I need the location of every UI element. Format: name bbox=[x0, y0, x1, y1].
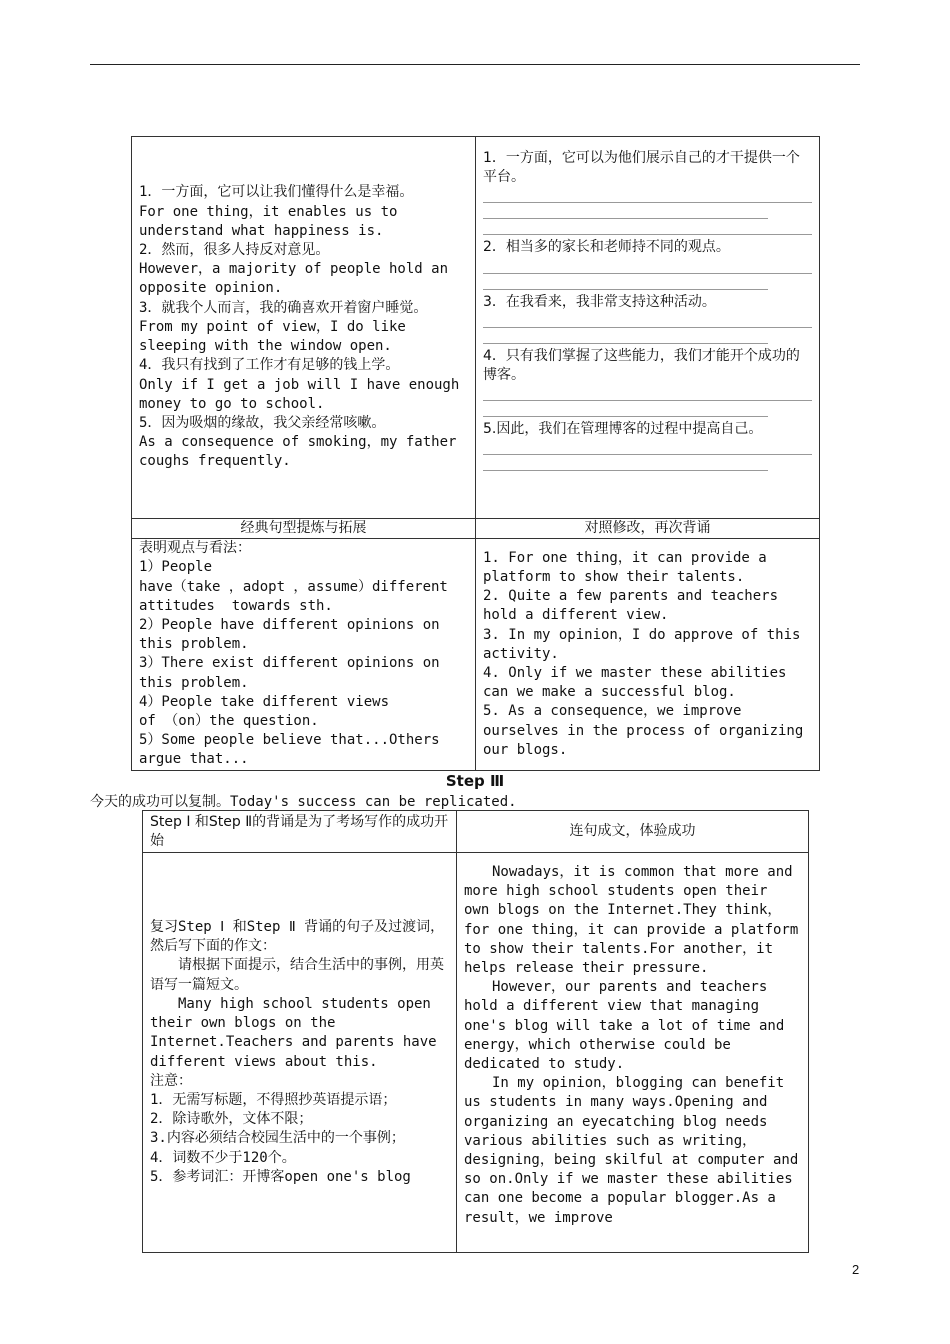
header-recitation-text: Step Ⅰ 和Step Ⅱ的背诵是为了考场写作的成功开始 bbox=[150, 813, 449, 849]
opinion-pattern-line: this problem. bbox=[139, 636, 249, 653]
translation-exercise bbox=[483, 149, 812, 471]
header-connect-sentences bbox=[457, 811, 809, 853]
translation-prompt: 4．只有我们掌握了这些能力，我们才能开个成功的博客。 bbox=[483, 347, 800, 384]
answer-blank-line[interactable] bbox=[483, 388, 812, 401]
header-compare-revise: 对照修改，再次背诵 bbox=[476, 519, 820, 539]
example-sentence-line: For one thing，it enables us to bbox=[139, 203, 398, 220]
writing-task-line: 5．参考词汇：开博客open one's blog bbox=[150, 1168, 411, 1185]
essay-paragraph: In my opinion，blogging can benefit us students in many ways.Opening and organizing an eyecatching blog needs various abilities such as writing，designing，being skilful at computer and so on.Only if we master these abilities can one become a popular blogger.As a result，we improve bbox=[464, 1075, 807, 1226]
writing-task-cell bbox=[143, 853, 457, 1253]
opinion-pattern-line: argue that... bbox=[139, 751, 249, 768]
example-sentence-line: 5．因为吸烟的缘故，我父亲经常咳嗽。 bbox=[139, 414, 386, 431]
example-sentence-line: sleeping with the window open. bbox=[139, 338, 392, 355]
example-sentences bbox=[139, 183, 468, 471]
answer-blank-line[interactable] bbox=[483, 206, 768, 219]
answer-blank-line[interactable] bbox=[483, 458, 768, 471]
header-classic-patterns: 经典句型提炼与拓展 bbox=[132, 519, 476, 539]
writing-task-line: 注意： bbox=[150, 1072, 192, 1089]
answer-line: activity. bbox=[483, 645, 559, 662]
answer-blank-line[interactable] bbox=[483, 404, 768, 417]
page-number: 2 bbox=[852, 1262, 860, 1277]
answer-line: platform to show their talents. bbox=[483, 569, 745, 585]
model-essay bbox=[464, 863, 807, 1228]
example-sentence-line: 4．我只有找到了工作才有足够的钱上学。 bbox=[139, 357, 400, 374]
example-sentence-line: coughs frequently. bbox=[139, 453, 291, 470]
writing-task-line: 复习Step Ⅰ 和Step Ⅱ 背诵的句子及过渡词，然后写下面的作文： bbox=[150, 919, 445, 955]
model-essay-cell bbox=[457, 853, 809, 1253]
sentence-table bbox=[131, 136, 820, 771]
writing-task-line: 1．无需写标题，不得照抄英语提示语； bbox=[150, 1091, 397, 1108]
writing-task-line: 3.内容必须结合校园生活中的一个事例； bbox=[150, 1130, 405, 1147]
answer-line: hold a different view. bbox=[483, 607, 669, 624]
answer-line: ourselves in the process of organizing bbox=[483, 722, 804, 739]
translation-prompt: 1．一方面，它可以为他们展示自己的才干提供一个平台。 bbox=[483, 150, 800, 186]
answer-blank-line[interactable] bbox=[483, 315, 812, 328]
answer-line: 2. Quite a few parents and teachers bbox=[483, 588, 779, 605]
example-sentence-line: opposite opinion. bbox=[139, 280, 283, 297]
answer-line: 5. As a consequence，we improve bbox=[483, 703, 742, 720]
example-sentence-line: Only if I get a job will I have enough bbox=[139, 376, 460, 393]
example-sentence-line: 2．然而，很多人持反对意见。 bbox=[139, 242, 330, 259]
translation-prompt: 2．相当多的家长和老师持不同的观点。 bbox=[483, 239, 730, 256]
answer-blank-line[interactable] bbox=[483, 442, 812, 455]
example-sentence-line: money to go to school. bbox=[139, 395, 325, 412]
answer-blank-line[interactable] bbox=[483, 190, 812, 203]
opinion-pattern-line: attitudes towards sth. bbox=[139, 597, 333, 614]
answer-line: 4. Only if we master these abilities bbox=[483, 665, 787, 682]
header-connect-text: 连句成文，体验成功 bbox=[569, 822, 696, 839]
opinion-pattern-line: 2）People have different opinions on bbox=[139, 617, 440, 634]
writing-task-line: 请根据下面提示，结合生活中的事例，用英语写一篇短文。 bbox=[150, 957, 444, 993]
answer-blank-line[interactable] bbox=[483, 277, 768, 290]
answer-key bbox=[483, 549, 812, 760]
example-sentence-line: As a consequence of smoking，my father bbox=[139, 434, 457, 451]
essay-paragraph: Nowadays，it is common that more and more high school students open their own blogs on the Internet.They think，for one thing，it can provide a platform to show their talents.For another，it helps release their pressure. bbox=[464, 864, 807, 977]
writing-task-line: 4．词数不少于120个。 bbox=[150, 1149, 296, 1166]
writing-table bbox=[142, 810, 809, 1253]
translation-prompt: 3．在我看来，我非常支持这种活动。 bbox=[483, 293, 716, 310]
answer-blank-line[interactable] bbox=[483, 222, 812, 235]
answer-line: 1. For one thing，it can provide a bbox=[483, 549, 767, 566]
essay-paragraph: However，our parents and teachers hold a different view that managing one's blog will take a lot of time and energy，which otherwise could be dedicated to study. bbox=[464, 979, 793, 1073]
answer-line: 3. In my opinion，I do approve of this bbox=[483, 626, 801, 643]
translation-exercise-cell bbox=[476, 137, 820, 519]
example-sentences-cell bbox=[132, 137, 476, 519]
example-sentence-line: understand what happiness is. bbox=[139, 222, 384, 239]
example-sentence-line: 3．就我个人而言，我的确喜欢开着窗户睡觉。 bbox=[139, 299, 428, 316]
translation-prompt: 5.因此，我们在管理博客的过程中提高自己。 bbox=[483, 421, 763, 438]
intro-text: 今天的成功可以复制。Today's success can be replicated. bbox=[90, 794, 517, 810]
example-sentence-line: However，a majority of people hold an bbox=[139, 261, 449, 278]
answer-line: can we make a successful blog. bbox=[483, 684, 736, 701]
step-title: Step Ⅲ bbox=[445, 772, 505, 790]
example-sentence-line: 1．一方面，它可以让我们懂得什么是幸福。 bbox=[139, 184, 414, 201]
opinion-pattern-line: this problem. bbox=[139, 674, 249, 691]
opinion-patterns bbox=[139, 539, 468, 769]
answer-line: our blogs. bbox=[483, 741, 568, 758]
opinion-pattern-line: have（take ，adopt ，assume）different bbox=[139, 578, 448, 595]
answer-key-cell bbox=[476, 539, 820, 770]
writing-task-line: Many high school students open their own blogs on the Internet.Teachers and parents have different views about this. bbox=[150, 995, 446, 1070]
writing-task bbox=[150, 918, 449, 1187]
writing-task-line: 2．除诗歌外，文体不限； bbox=[150, 1111, 313, 1128]
opinion-pattern-line: 3）There exist different opinions on bbox=[139, 655, 440, 672]
opinion-patterns-cell bbox=[132, 539, 476, 770]
opinion-pattern-line: 表明观点与看法： bbox=[139, 540, 251, 557]
opinion-pattern-line: 5）Some people believe that...Others bbox=[139, 732, 440, 749]
answer-blank-line[interactable] bbox=[483, 261, 812, 274]
header-rule bbox=[90, 64, 860, 65]
header-recitation-purpose bbox=[143, 811, 457, 853]
opinion-pattern-line: of （on）the question. bbox=[139, 713, 319, 730]
example-sentence-line: From my point of view，I do like bbox=[139, 318, 406, 335]
answer-blank-line[interactable] bbox=[483, 331, 768, 344]
opinion-pattern-line: 1）People bbox=[139, 559, 213, 576]
opinion-pattern-line: 4）People take different views bbox=[139, 693, 390, 710]
